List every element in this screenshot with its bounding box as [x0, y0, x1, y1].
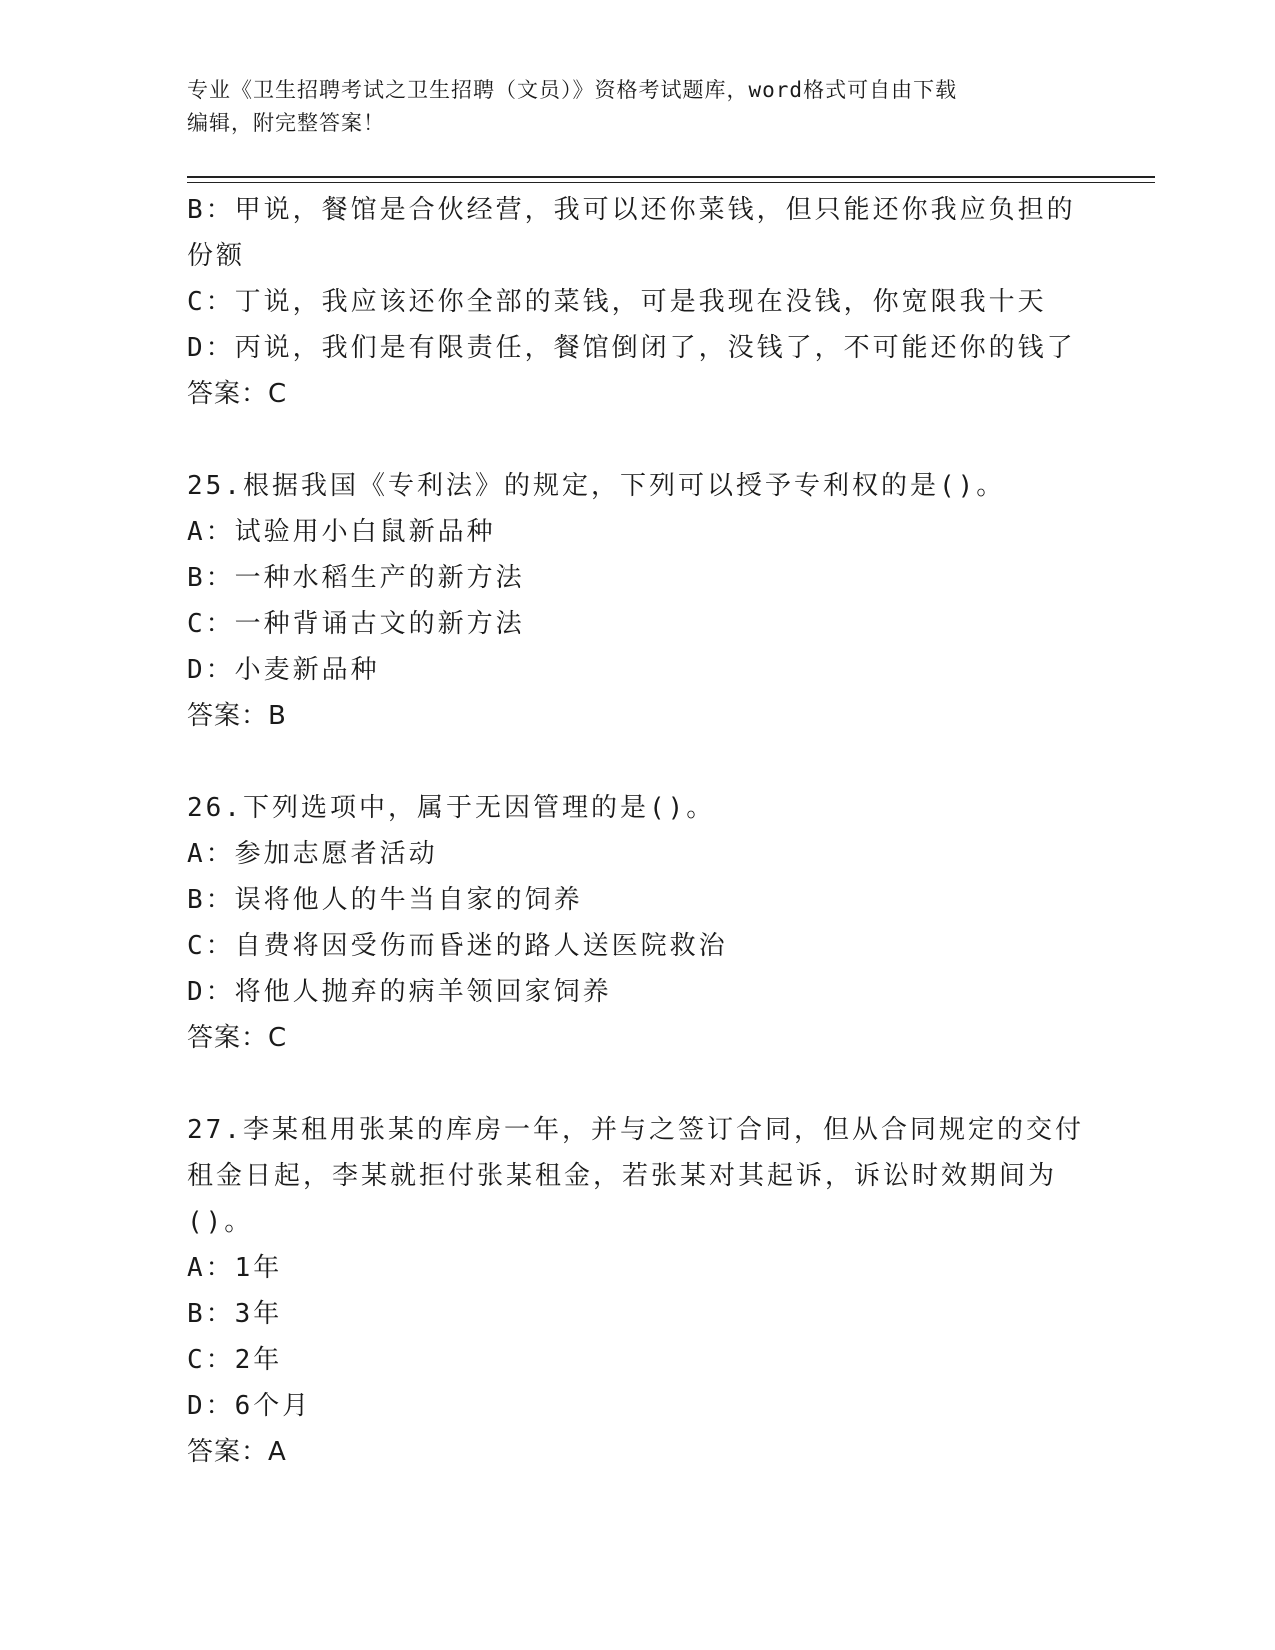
option-b: B：3年 — [187, 1299, 283, 1329]
option-c: C：丁说，我应该还你全部的菜钱，可是我现在没钱，你宽限我十天 — [187, 287, 1047, 317]
answer: 答案：B — [187, 701, 287, 731]
question-stem-line-2: 租金日起，李某就拒付张某租金，若张某对其起诉，诉讼时效期间为 — [187, 1161, 1058, 1191]
option-d: D：丙说，我们是有限责任，餐馆倒闭了，没钱了，不可能还你的钱了 — [187, 333, 1076, 363]
option-d: D：小麦新品种 — [187, 655, 380, 685]
header-divider-thin — [187, 182, 1155, 183]
answer: 答案：C — [187, 379, 288, 409]
question-24-continued — [187, 187, 1087, 417]
spacer — [187, 417, 1087, 463]
option-b-line-1: B：甲说，餐馆是合伙经营，我可以还你菜钱，但只能还你我应负担的 — [187, 195, 1076, 225]
question-27 — [187, 1107, 1087, 1475]
document-header — [187, 74, 1067, 140]
option-c: C：2年 — [187, 1345, 283, 1375]
option-b: B：一种水稻生产的新方法 — [187, 563, 525, 593]
question-stem: 25.根据我国《专利法》的规定，下列可以授予专利权的是()。 — [187, 471, 1006, 501]
question-list — [187, 187, 1087, 1475]
option-d: D：将他人抛弃的病羊领回家饲养 — [187, 977, 612, 1007]
option-a: A：1年 — [187, 1253, 283, 1283]
answer: 答案：C — [187, 1023, 288, 1053]
question-25 — [187, 463, 1087, 739]
header-divider-thick — [187, 176, 1155, 178]
question-stem-line-1: 27.李某租用张某的库房一年，并与之签订合同，但从合同规定的交付 — [187, 1115, 1084, 1145]
option-c: C：自费将因受伤而昏迷的路人送医院救治 — [187, 931, 728, 961]
answer: 答案：A — [187, 1437, 287, 1467]
header-line-1: 专业《卫生招聘考试之卫生招聘（文员）》资格考试题库，word格式可自由下载 — [187, 78, 958, 102]
question-26 — [187, 785, 1087, 1061]
option-a: A：参加志愿者活动 — [187, 839, 438, 869]
option-c: C：一种背诵古文的新方法 — [187, 609, 525, 639]
spacer — [187, 1061, 1087, 1107]
option-d: D：6个月 — [187, 1391, 312, 1421]
question-stem-line-3: ()。 — [187, 1207, 254, 1237]
option-a: A：试验用小白鼠新品种 — [187, 517, 496, 547]
question-stem: 26.下列选项中，属于无因管理的是()。 — [187, 793, 716, 823]
option-b-line-2: 份额 — [187, 241, 246, 271]
option-b: B：误将他人的牛当自家的饲养 — [187, 885, 583, 915]
spacer — [187, 739, 1087, 785]
header-line-2: 编辑，附完整答案！ — [187, 111, 385, 135]
